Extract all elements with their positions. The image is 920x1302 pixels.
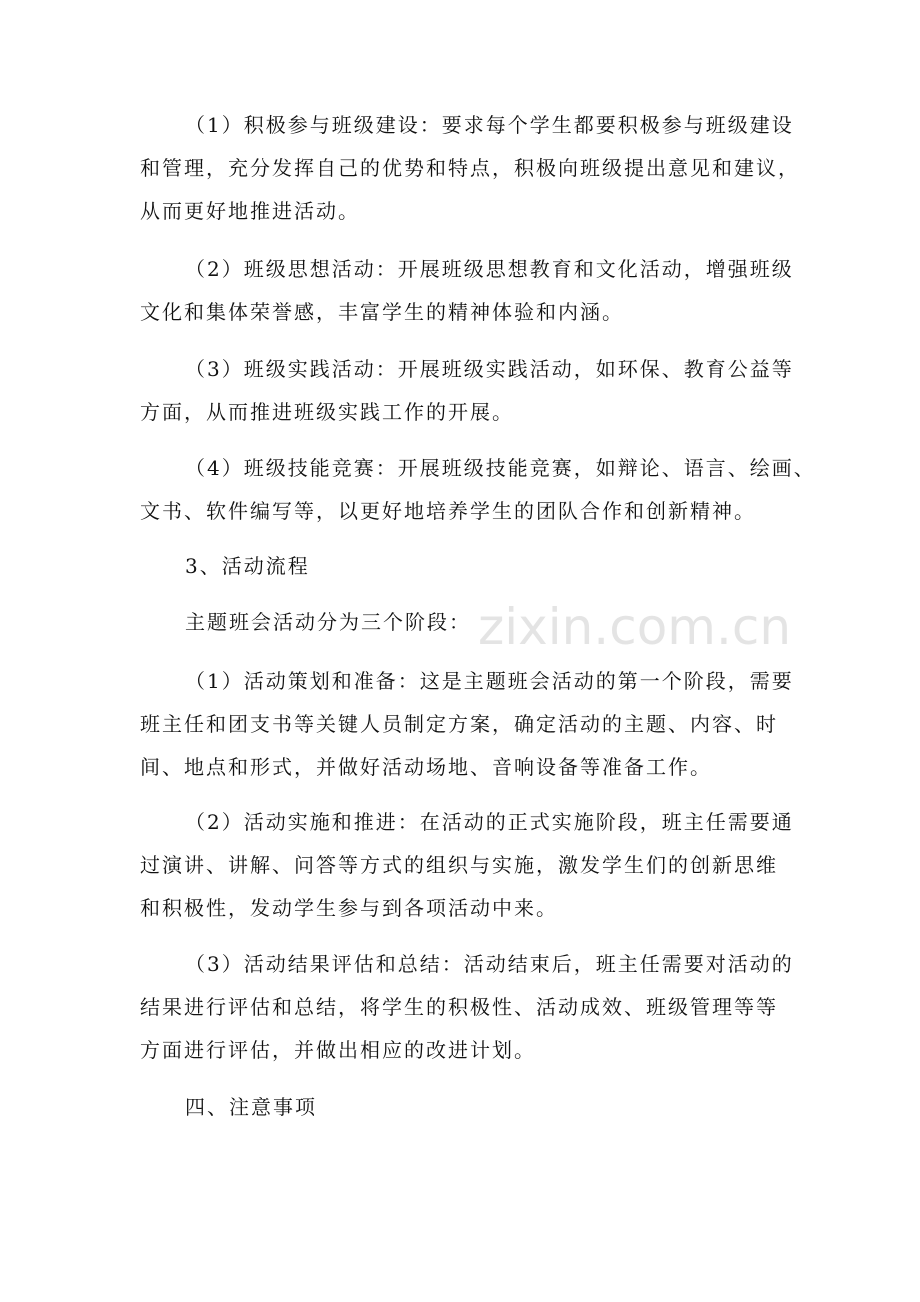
text-line: （1）活动策划和准备：这是主题班会活动的第一个阶段，需要	[185, 669, 794, 693]
paragraph-stage-implementation	[140, 801, 794, 930]
text-line: 主题班会活动分为三个阶段：	[185, 610, 471, 634]
text-line: 和管理，充分发挥自己的优势和特点，积极向班级提出意见和建议，	[140, 156, 800, 180]
paragraph-class-practice	[140, 348, 794, 434]
text-line: 过演讲、讲解、问答等方式的组织与实施，激发学生们的创新思维	[140, 853, 778, 877]
text-line: 和积极性，发动学生参与到各项活动中来。	[140, 896, 558, 920]
text-line: 间、地点和形式，并做好活动场地、音响设备等准备工作。	[140, 755, 712, 779]
paragraph-class-building	[140, 104, 800, 233]
text-line: 方面，从而推进班级实践工作的开展。	[140, 400, 514, 424]
text-line: 方面进行评估，并做出相应的改进计划。	[140, 1038, 536, 1062]
text-line: （1）积极参与班级建设：要求每个学生都要积极参与班级建设	[185, 113, 794, 137]
paragraph-stage-evaluation	[140, 943, 794, 1072]
paragraph-class-ideology	[140, 248, 794, 334]
section-heading-process	[140, 545, 790, 588]
text-line: 从而更好地推进活动。	[140, 199, 360, 223]
heading-text: 3、活动流程	[185, 554, 310, 578]
text-line: （3）活动结果评估和总结：活动结束后，班主任需要对活动的	[185, 952, 794, 976]
text-line: 班主任和团支书等关键人员制定方案，确定活动的主题、内容、时	[140, 712, 778, 736]
paragraph-class-skills	[140, 447, 816, 533]
text-line: （2）班级思想活动：开展班级思想教育和文化活动，增强班级	[185, 257, 794, 281]
text-line: 结果进行评估和总结，将学生的积极性、活动成效、班级管理等等	[140, 995, 778, 1019]
watermark: zixin.com.cn	[478, 598, 792, 656]
heading-text: 四、注意事项	[185, 1095, 317, 1119]
text-line: （2）活动实施和推进：在活动的正式实施阶段，班主任需要通	[185, 810, 794, 834]
paragraph-stage-planning	[140, 660, 794, 789]
text-line: （4）班级技能竞赛：开展班级技能竞赛，如辩论、语言、绘画、	[185, 456, 816, 480]
text-line: （3）班级实践活动：开展班级实践活动，如环保、教育公益等	[185, 357, 794, 381]
text-line: 文书、软件编写等，以更好地培养学生的团队合作和创新精神。	[140, 499, 756, 523]
text-line: 文化和集体荣誉感，丰富学生的精神体验和内涵。	[140, 300, 624, 324]
section-heading-notes	[140, 1086, 790, 1129]
